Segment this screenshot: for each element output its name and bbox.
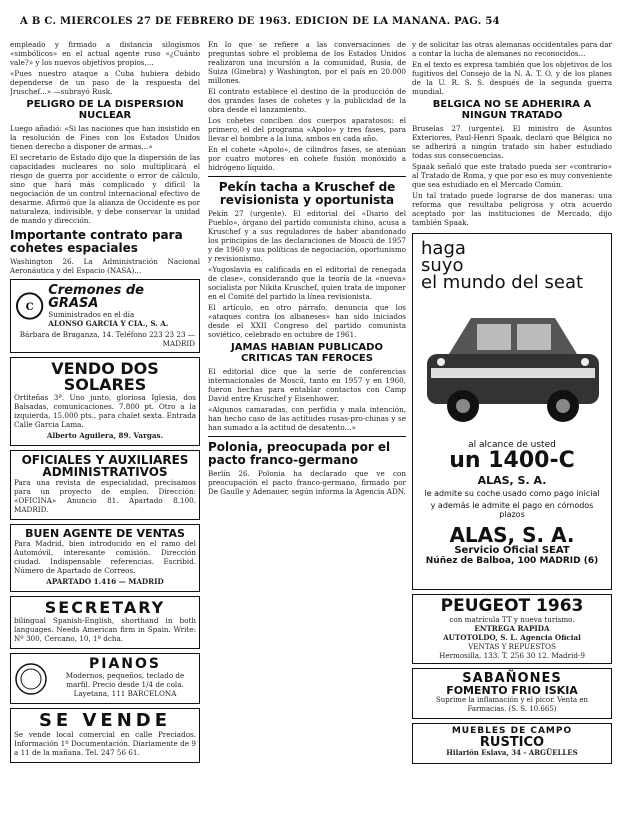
article-text: En el cohete «Apolo», de cilindros fases, se atenúan por cuatro motores en cohete fusión monóxido a hidrógeno líquido.	[208, 145, 406, 172]
seat-slogan	[421, 240, 583, 291]
ad-text: AUTOTOLDO, S. L. Agencia Oficial	[443, 633, 581, 642]
ad-text: Para Madrid, bien introducido en el ramo del Automóvil, interesante comisión. Dirección ciudad. Indispensable referencias. Escribid. Número de Apartado de Correos.	[14, 539, 196, 576]
article-text: Los cohetes conciben dos cuerpos aparatosos: el primero, el del programa «Apolo» y tres fases, para llevar el hombre a la luna, ambos en cada año.	[208, 116, 406, 143]
ad-text: con matrícula TT y nueva turismo.	[449, 615, 575, 624]
ad-text: VENTAS Y REPUESTOS	[468, 642, 556, 651]
article-text: El artículo, en otro párrafo, denuncia que los «ataques contra los albaneses» han sido iniciados desde el XXII Congreso del partido comunista soviético, celebrado en octubre de 1961.	[208, 303, 406, 340]
article-headline: Polonia, preocupada por el pacto franco-germano	[208, 440, 391, 467]
ad-secretary	[10, 596, 200, 649]
ad-service: Servicio Oficial SEAT	[454, 545, 570, 556]
ad-text: Se vende local comercial en calle Preciados. Información 1º Documentación. Diariamente de 9 a 11 de la mañana. Tel. 247 56 61.	[14, 730, 196, 758]
ad-address: Núñez de Balboa, 100 MADRID (6)	[425, 556, 599, 566]
ad-text: bilingual Spanish-English, shorthand in both languages. Needs American firm in Spain. Write: Nº 300, Cercano, 10, 1º dcha.	[14, 616, 196, 644]
ad-text: Ortiteñas 3ª. Uno junto, gloriosa Iglesia, dos Balsadas, comunicaciones. 7.800 pt. Otro a la izquierda, 15.000 pts., para chalet sexta. Entrada Calle Garcia Lama.	[14, 393, 196, 430]
ad-pianos	[10, 653, 200, 704]
seal-icon	[14, 662, 48, 696]
ad-address: Hilarión Eslava, 34 - ARGÜELLES	[446, 748, 578, 757]
ad-se-vende	[10, 708, 200, 763]
svg-text:C: C	[25, 302, 34, 314]
ad-subtitle: RUSTICO	[479, 735, 545, 750]
article-text: Spaak señaló que este tratado pueda ser «contrario» al Tratado de Roma, y que por eso es muy conveniente que sea estudiado en el Mercado Común.	[412, 162, 612, 189]
ad-text: le admite su coche usado como pago inicial	[424, 489, 600, 498]
article-text: y de solicitar las otras alemanas occidentales para dar a contar la lucha de alemanes no reconocidos...	[412, 40, 612, 58]
ad-dealer: ALAS, S. A.	[477, 474, 547, 487]
article-text: El contrato establece el destino de la producción de dos grandes fases de cohetes y la publicidad de la obra desde el lanzamiento.	[208, 87, 406, 114]
slogan-line: suyo	[421, 255, 464, 276]
ad-seat	[412, 233, 612, 590]
article-text: Bruselas 27 (urgente). El ministro de Asuntos Exteriores, Paul-Henri Spaak, declaró que Bélgica no se adherirá a ningún tratado sin haber estudiado todas sus consecuencias.	[412, 124, 612, 160]
ad-company: ALONSO GARCIA Y CIA., S. A.	[48, 319, 169, 329]
ad-text: Modernos, pequeños, teclado de marfil. Precio desde 1/4 de cola. Layetana, 111 BARCELONA	[65, 671, 185, 699]
slogan-line: haga	[421, 238, 466, 259]
article-headline: Pekín tacha a Kruschef de revisionista y oportunista	[218, 180, 396, 207]
article-text: En lo que se refiere a las conversaciones de preguntas sobre el problema de los Estados Unidos realizaron una incursión a la comunidad, Rusia, de Suiza (Ginebra) y Washington, por el país en 20.000 millones.	[208, 40, 406, 85]
column-left	[10, 40, 200, 830]
article-text: Luego añadió: «Si las naciones que han insistido en la resolución de Fines con los Estados Unidos tienen derecho a disponer de armas...»	[10, 124, 200, 151]
ad-title: VENDO DOS SOLARES	[51, 359, 159, 395]
ad-text: Suministrados en el día	[48, 310, 135, 320]
article-text: Un tal tratado puede lograrse de dos maneras: una reforma que resultaba peligrosa y otra acuerdo aceptado por las instituciones de Mercado, dijo también Spaak.	[412, 191, 612, 227]
ad-footer: APARTADO 1.416 — MADRID	[46, 577, 164, 587]
divider	[208, 176, 406, 177]
ad-text: y además le admite el pago en cómodos plazos	[430, 501, 594, 519]
ad-text: Para una revista de especialidad, precisamos para un proyecto de empleo. Dirección: «OFICINA» Anuncio 81. Apartado 8.100. MADRID.	[14, 478, 196, 515]
section-heading: JAMAS HABIAN PUBLICADO CRITICAS TAN FEROCES	[231, 342, 383, 364]
column-right	[412, 40, 612, 830]
ad-sabanones	[412, 668, 612, 719]
ad-company: ALAS, S. A.	[449, 523, 575, 547]
divider	[208, 436, 406, 437]
column-middle	[208, 40, 406, 830]
ad-muebles	[412, 723, 612, 764]
ad-title: BUEN AGENTE DE VENTAS	[25, 527, 185, 541]
ad-model: un 1400-C	[449, 448, 575, 473]
ad-title: SABAÑONES	[462, 671, 562, 686]
ad-agente-ventas	[10, 524, 200, 592]
ad-text: Suprime la inflamación y el picor. Venta en Farmacias. (S. S. 10.665)	[435, 696, 589, 713]
ad-address: Bárbara de Braganza, 14. Teléfono 223 23 23 — MADRID	[19, 330, 195, 349]
ad-text: ENTREGA RAPIDA	[474, 624, 550, 633]
ad-title: MUEBLES DE CAMPO	[451, 726, 573, 736]
article-text: Berlín 26. Polonia ha declarado que ve con preocupación el pacto franco-germano, firmado por De Gaulle y Adenauer, según informa la Agencia ADN.	[208, 469, 406, 497]
article-text: «Algunos camaradas, con perfidia y mala intención, han hecho caso de las actitudes rusas-pro-chinas y se han sumado a la actitud de desatento...»	[208, 405, 406, 433]
ad-subtitle: FOMENTO FRIO ISKIA	[446, 684, 578, 697]
ad-title: SECRETARY	[44, 598, 166, 618]
article-text: Pekín 27 (urgente). El editorial del «Diario del Pueblo», órgano del partido comunista chino, acusa a Kruschef y a sus reguladores de haber abandonado los principios de las declaraciones de Moscú de 1957 y de 1960 y sus políticas de negociación, oportunismo y revisionismo.	[208, 209, 406, 264]
article-text: empleado y firmado a distancia silogismos «simbólicos» en el actual agente ruso «¿Cuánto vale?» y los nuevos objetivos propios,...	[10, 40, 200, 67]
ad-title: OFICIALES Y AUXILIARES ADMINISTRATIVOS	[21, 453, 189, 480]
brand-logo-icon	[15, 291, 44, 321]
section-heading: PELIGRO DE LA DISPERSION NUCLEAR	[26, 99, 184, 121]
seat-offer	[413, 440, 611, 566]
article-text: Washington 26. La Administración Nacional Aeronáutica y del Espacio (NASA)...	[10, 257, 200, 276]
article-text: El editorial dice que la serie de conferencias internacionales de Moscú, tanto en 1957 y en 1960, fueron hechas para entablar contactos con Camp David entre Kruschef y Eisenhower.	[208, 367, 406, 404]
article-text: El secretario de Estado dijo que la dispersión de las capacidades nucleares no solo multiplicará el riesgo de guerra por accidente o error de cálculo, sino que hará más complicado y difícil la negociación de un control internacional efectivo de desarme. Afirmó que la alianza de Occidente es por naturaleza, indivisible, y debe conservar la unidad de mando y dirección.	[10, 153, 200, 225]
slogan-line: el mundo del seat	[421, 272, 584, 293]
ad-oficiales	[10, 450, 200, 520]
ad-brand: Cremones de GRASA	[48, 283, 144, 312]
article-text: «Yugoslavia es calificada en el editorial de renegada de clase», considerando que la teoría de la «nueva» socialista por Nikita Kruschef, quien trata de imponer en el Comité del partido la línea revisionista.	[208, 265, 406, 302]
ad-peugeot	[412, 594, 612, 664]
car-image	[419, 298, 607, 436]
article-text: «Pues nuestro ataque a Cuba hubiera debido dependerse de un paso de la respuesta del Jruschef...» —subrayó Rusk.	[10, 69, 200, 96]
ad-address: Hermosilla, 133. T. 256 30 12. Madrid-9	[439, 651, 585, 660]
article-headline: Importante contrato para cohetes espaciales	[10, 228, 183, 255]
ad-signature: Alberto Aguilera, 89. Vargas.	[46, 431, 164, 441]
page-header: A B C. MIERCOLES 27 DE FEBRERO DE 1963. EDICION DE LA MAÑANA. PAG. 54	[20, 16, 500, 27]
ad-solares	[10, 357, 200, 446]
ad-title: PEUGEOT 1963	[440, 596, 584, 616]
ad-title: PIANOS	[88, 656, 161, 673]
section-heading: BELGICA NO SE ADHERIRA A NINGUN TRATADO	[432, 99, 592, 121]
ad-text: al alcance de usted	[468, 440, 556, 450]
article-text: En el texto es expresa también que los objetivos de los fugitivos del Consejo de la N. A. T. O. y de los planes de la U. R. S. S. después de la segunda guerra mundial.	[412, 60, 612, 96]
ad-cremones	[10, 279, 200, 353]
ad-title: SE VENDE	[38, 710, 172, 732]
